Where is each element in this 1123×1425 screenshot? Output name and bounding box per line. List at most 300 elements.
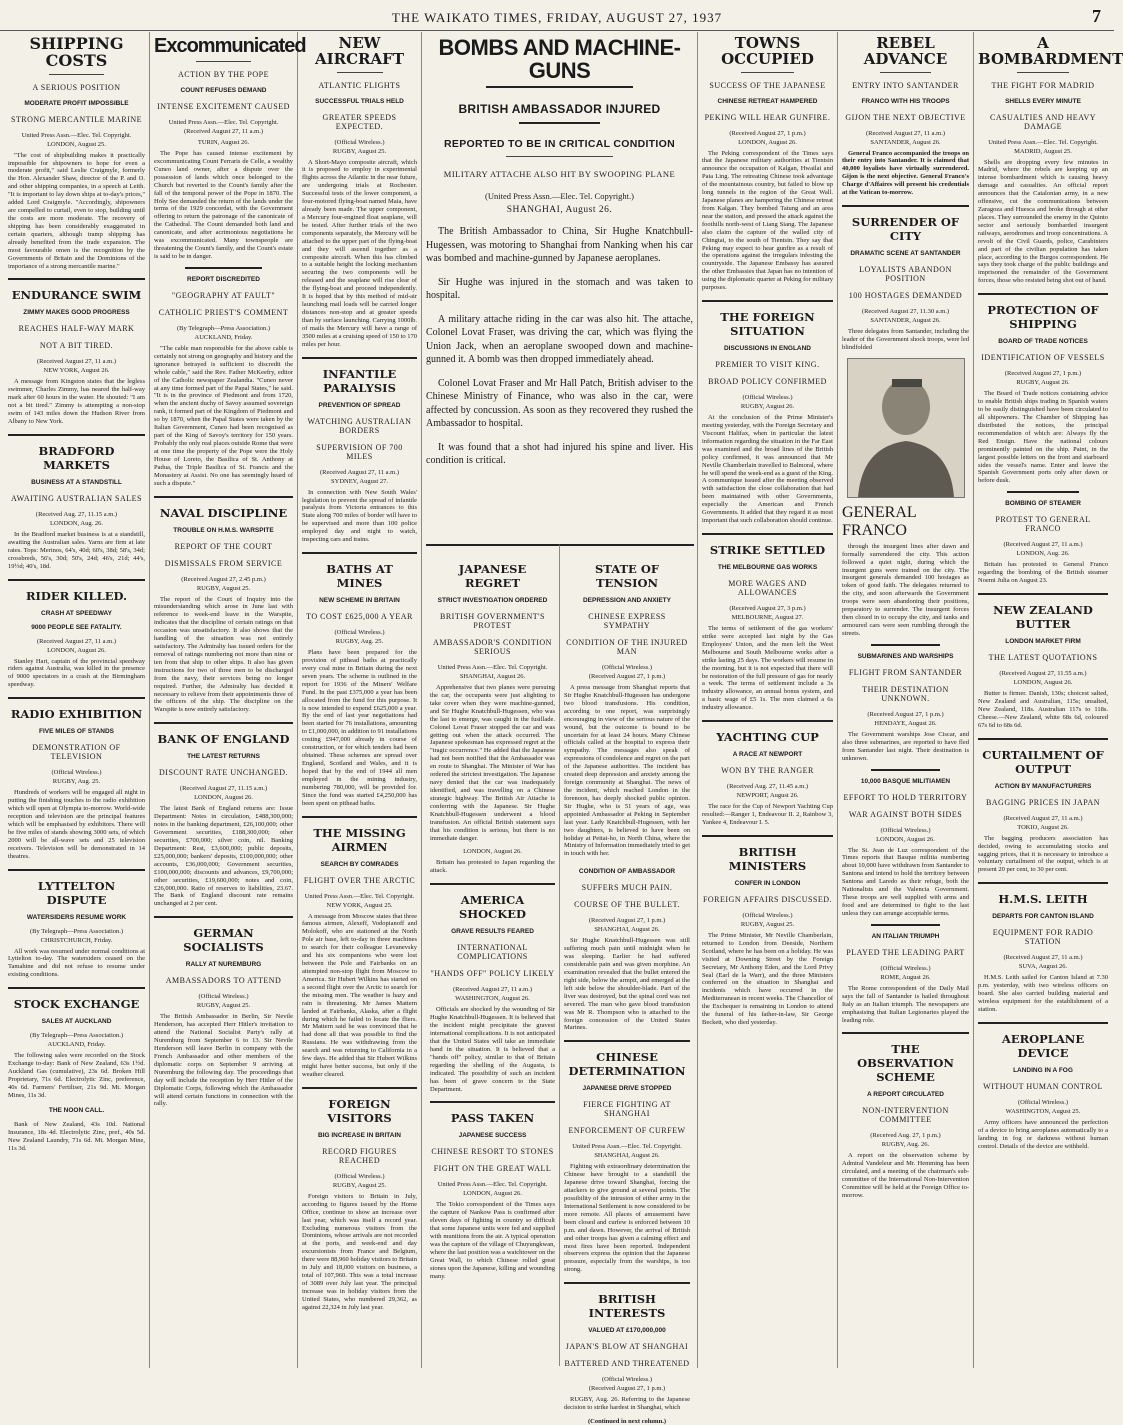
dateline: (Received August 27, 11 a.m.) xyxy=(319,468,399,476)
subhead: SUFFERS MUCH PAIN. xyxy=(581,883,673,893)
subhead: FLIGHT OVER THE ARCTIC xyxy=(303,875,416,885)
divider xyxy=(49,74,104,75)
subhead: BRITISH AMBASSADOR INJURED xyxy=(458,102,661,117)
dateline: United Press Assn.—Elec. Tel. Copyright. xyxy=(988,138,1098,146)
dateline: RUGBY, August 25. xyxy=(332,1181,387,1189)
subhead: FIGHT ON THE GREAT WALL xyxy=(433,1164,552,1174)
column-excommunicated xyxy=(150,32,306,1368)
headline-lyttelton-dispute: LYTTELTON DISPUTE xyxy=(8,869,145,907)
article-body: Butter is firmer. Danish, 130s; choicest salted, New Zealand and Australian, 115s; unsalted, New Zealand, 118s. Australian 117s to 118s. Cheese.—New Zealand, white 68s 6d, coloured 67s 6d to 68s 6d. xyxy=(978,690,1108,729)
headline-foreign-situation: THE FOREIGN SITUATION xyxy=(702,300,833,338)
subhead: DEMONSTRATION OF TELEVISION xyxy=(32,743,121,762)
subhead: FIERCE FIGHTING AT SHANGHAI xyxy=(583,1100,671,1119)
article-body: Britain has protested to Japan regarding the attack. xyxy=(430,859,555,875)
dateline: (Received Aug. 27, 1 p.m.) xyxy=(870,1132,941,1140)
article-body: Bank of New Zealand, 43s 10d. National Insurance, 18s 4d. Electrolytic Zinc, pref., 40s 5d. New Zealand Laundry, 71s 6d. Mt. Morgan Mine, 11s 3d. xyxy=(8,1120,145,1152)
dateline: SHANGHAI, August 26. xyxy=(594,1152,660,1160)
subhead: AN ITALIAN TRIUMPH xyxy=(871,932,940,940)
dateline: ROME, August 26. xyxy=(880,973,931,981)
masthead xyxy=(0,0,1114,31)
dateline: (Received August 27, 1 p.m.) xyxy=(1004,370,1082,378)
subhead: FRANCO WITH HIS TROOPS xyxy=(861,97,950,105)
dateline: WASHINGTON, August 26. xyxy=(455,995,530,1003)
article-body: The latest Bank of England returns are: Issue Department: Notes in circulation, £488,300,000; notes in the banking department, £26,100,000; other Government securities, £188,300,000; other securities, £700,000; silver coin, nil. Banking Department: Rest, £3,600,000; public deposits, £25,000,000; bankers' deposits, £100,000,000; other accounts, £36,000,000; Government securities, £100,000,000; discounts and advances, £9,700,000; other securities, £19,600,000; notes and coin, £26,000,000. Ratio of reserves to liabilities, 23.67. The Bank of England discount rate remains unchanged at 2 per cent. xyxy=(154,805,293,908)
subhead: BROAD POLICY CONFIRMED xyxy=(708,377,827,387)
dateline: (Official Wireless.) xyxy=(334,1172,385,1180)
dateline: (Official Wireless.) xyxy=(880,826,931,834)
subhead: CONFER IN LONDON xyxy=(734,879,801,887)
subhead: WATERSIDERS RESUME WORK xyxy=(26,913,127,921)
headline-infantile-paralysis: INFANTILE PARALYSIS xyxy=(302,357,417,395)
subhead: IDENTIFICATION OF VESSELS xyxy=(981,353,1105,363)
dateline: (Official Wireless.) xyxy=(51,769,102,777)
subhead: CHINESE RETREAT HAMPERED xyxy=(717,97,818,105)
article-body: Apprehensive that two planes were pursuing the car, the occupants were just alighting to take cover when they were machine-gunned, and Sir Hughe Knatchbull-Hugessen, who was the last to emerge, was caught in the fusillade. Colonel Lovat Fraser stopped the car and was getting out when the attack occurred. The Japanese spokesman has expressed regret at the "tragic occurrence." He added that the Japanese had not been notified that the Ambassador was en route to Shanghai. The Minister of War has ordered the strictest investigation. The Japanese navy denied that the car was inadequately identified, and was travelling on a Chinese strategic highway. The British Air Attache is conferring with the Japanese. Sir Hughe Knatchbull-Hugessen underwent a blood transfusion. An official British statement says that his condition is serious, but there is no immediate danger. xyxy=(430,684,555,842)
dateline: RUGBY, August 25. xyxy=(196,1002,251,1010)
subhead: ENTRY INTO SANTANDER xyxy=(852,80,959,90)
dateline: (Received August 27, 3 p.m.) xyxy=(729,605,806,612)
headline-protection-of-shipping: PROTECTION OF SHIPPING xyxy=(978,293,1108,331)
dateline: United Press Assn.—Elec. Tel. Copyright. xyxy=(437,1181,548,1189)
dateline: (Received Aug. 27, 11.45 a.m.) xyxy=(726,783,809,791)
subhead: A REPORT CIRCULATED xyxy=(867,1091,944,1099)
column-a-bombardment xyxy=(974,32,1123,1368)
subhead: SEARCH BY COMRADES xyxy=(320,860,399,868)
dateline: CHRISTCHURCH, Friday. xyxy=(40,936,113,944)
headline-towns-occupied: TOWNS OCCUPIED xyxy=(721,34,814,68)
subhead: AMBASSADORS TO ATTEND xyxy=(165,976,282,986)
subhead: SUCCESSFUL TRIALS HELD xyxy=(315,97,404,105)
subhead: EQUIPMENT FOR RADIO STATION xyxy=(992,928,1094,947)
dateline: AUCKLAND, Friday. xyxy=(47,1041,106,1049)
subhead: REPORT DISCREDITED xyxy=(187,275,260,283)
headline-rider-killed: RIDER KILLED. xyxy=(8,579,145,603)
article-body: through the insurgent lines after dawn and formally surrendered the city. This action followed a quiet night, during which the insurgent guns were trained on the city. The insurgent generals demanded 100 hostages as token of good faith. The delegates returned to the city, and soon afterwards the Government troops were seen abandoning their positions, preparatory to surrender. The insurgent forces then closed in to occupy the city, and tanks and armoured cars were seen rumbling through the streets. xyxy=(842,542,969,637)
dateline: (Received August 27, 11 a.m.) xyxy=(1003,954,1083,962)
subhead: A RACE AT NEWPORT xyxy=(732,751,803,759)
subhead: STRICT INVESTIGATION ORDERED xyxy=(437,597,548,604)
paragraph: The British Ambassador to China, Sir Hughe Knatchbull-Hugessen, was motoring to Shanghai from Nanking when his car was bombed and machine-gunned by Japanese aeroplanes. xyxy=(426,226,693,265)
article-body: The Government warships Jose Ciscar, and also three submarines, are reported to have fled from Santander last night. Their destination is unknown. xyxy=(842,730,969,762)
dateline: (Received Aug. 27, 11.15 a.m.) xyxy=(35,510,118,518)
dateline: RUGBY, August 26. xyxy=(1016,379,1070,387)
subhead: BIG INCREASE IN BRITAIN xyxy=(318,1131,401,1139)
dateline: LONDON, August 26. xyxy=(463,848,522,856)
headline-a-bombardment: A BOMBARDMENT xyxy=(978,34,1123,68)
subhead: CRASH AT SPEEDWAY xyxy=(41,609,112,617)
article-body: "The cost of shipbuilding makes it practically impossible for shipowners to hope for even a moderate profit," said Leslie Craigmyle, formerly the Hon. Alexander Shaw, director of the P. and O. and other shipping companies, in a speech at Leith. "It is important to lay down ships at to-day's prices," added Lord Craigmyle. "Accordingly, shipowners are compelled to curtail, even to stop, building until the costs are more moderate. The recovery of shipping has been considerably exaggerated in certain quarters, although tramp shipping has already benefited from the trade expansion. The most favourable omen is the recognition by the Governments of Britain and the Dominions of the importance of a strong mercantile marine." xyxy=(8,151,145,270)
newspaper-title: THE WAIKATO TIMES, FRIDAY, AUGUST 27, 1937 xyxy=(391,10,723,25)
subhead: BOARD OF TRADE NOTICES xyxy=(998,338,1088,346)
subhead: PEKING WILL HEAR GUNFIRE. xyxy=(704,112,831,122)
article-body: Three delegates from Santander, including the leader of the Government shock troops, were led blindfolded xyxy=(842,328,969,351)
subhead: TO COST £625,000 A YEAR xyxy=(306,612,413,622)
subhead: PREMIER TO VISIT KING. xyxy=(715,360,820,370)
subhead: ATLANTIC FLIGHTS xyxy=(318,80,401,90)
dateline: SYDNEY, August 27. xyxy=(331,477,388,485)
subhead: REPORTED TO BE IN CRITICAL CONDITION xyxy=(444,138,675,151)
subhead: BATTERED AND THREATENED xyxy=(564,1359,690,1369)
headline-missing-airmen: THE MISSING AIRMEN xyxy=(302,816,417,854)
subhead: MILITARY ATTACHE ALSO HIT BY SWOOPING PLANE xyxy=(443,169,676,180)
article-body: The British Ambassador in Berlin, Sir Nevile Henderson, has accepted Herr Hitler's invitation to attend the National Socialist Party's rally at Nuremburg from September 6 to 13. Sir Nevile Henderson will leave Berlin in company with the French Ambassador and other members of the diplomatic corps on September 9 arriving at Nuremburg the following day. The proceedings that day will include the reception by Herr Hitler of the Diplomatic Corps, following which the Ambassador will attend certain functions in connection with the rally. xyxy=(154,1013,293,1108)
headline-bradford-markets: BRADFORD MARKETS xyxy=(8,434,145,472)
article-body: A press message from Shanghai reports that Sir Hughe Knatchbull-Hugessen has undergone two blood transfusions. His condition, according to one report, was surprisingly encouraging in view of the serious nature of the wound, but the outcome is bound to be uncertain for at least 24 hours. Many Chinese officials called at the hospital to express their sympathy. The messages also speak of expressions of condolence and regret on the part of the Japanese authorities. The incident has created deep depression and anxiety among the foreign community at Shanghai. The news of the incident, which reached London in the forenoon, has deeply shocked public opinion. Sir Hughe, who is 51 years of age, was appointed Ambassador at Peking in September last year. Lady Knatchbull-Hugessen, with her two daughters, is believed to have been on holiday at Peitai-ho, in North China, where the Ministry of Information immediately tried to get in touch with her. xyxy=(564,684,691,858)
headline-british-interests: BRITISH INTERESTS xyxy=(564,1282,690,1320)
headline-stock-exchange: STOCK EXCHANGE xyxy=(8,987,145,1011)
article-body: RUGBY, Aug. 26. Referring to the Japanese decision to strike hardest in Shanghai, which xyxy=(564,1396,690,1412)
paragraph: Colonel Lovat Fraser and Mr Hall Patch, British adviser to the Chinese Ministry of Finance, who was also in the car, were affected by concussion. As soon as they recovered they rushed the Ambassador to hospital. xyxy=(426,377,693,430)
headline-shipping-costs: SHIPPING COSTS xyxy=(29,34,124,70)
dateline: RUGBY, Aug. 25. xyxy=(335,638,384,646)
subhead: PLAYED THE LEADING PART xyxy=(846,947,965,957)
dateline: LONDON, August 26. xyxy=(194,794,253,802)
subhead: WAR AGAINST BOTH SIDES xyxy=(848,809,963,819)
column-towns-occupied xyxy=(698,32,838,1368)
subhead: THEIR DESTINATION UNKNOWN. xyxy=(862,684,949,703)
headline-foreign-visitors: FOREIGN VISITORS xyxy=(302,1087,417,1125)
paragraph: Sir Hughe was injured in the stomach and was taken to hospital. xyxy=(426,276,693,302)
article-body: A report on the observation scheme by Admiral Vandeleur and Mr. Hemming has been circulated, and a meeting of the chairman's sub-committee of the International Non-Intervention Committee will be held at the Foreign Office to-morrow. xyxy=(842,1152,969,1200)
dateline: United Press Assn.—Elec. Tel. Copyright. xyxy=(437,664,548,671)
headline-naval-discipline: NAVAL DISCIPLINE xyxy=(154,496,293,520)
subhead: CASUALTIES AND HEAVY DAMAGE xyxy=(989,112,1096,131)
subhead: THE LATEST RETURNS xyxy=(187,753,260,761)
headline-new-zealand-butter: NEW ZEALAND BUTTER xyxy=(978,593,1108,631)
subhead: FLIGHT FROM SANTANDER xyxy=(848,667,963,677)
dateline: (Official Wireless.) xyxy=(742,394,793,402)
dateline: (Official Wireless.) xyxy=(334,629,385,637)
dateline: RUGBY, August 25. xyxy=(740,920,795,928)
subhead: 10,000 BASQUE MILITIAMEN xyxy=(860,777,951,785)
subhead: ENFORCEMENT OF CURFEW xyxy=(568,1126,686,1136)
dateline: (Received August 27, 11 a.m.) xyxy=(1003,814,1083,822)
dateline: (Official Wireless.) xyxy=(334,138,385,146)
dateline: LONDON, Aug. 26. xyxy=(50,519,103,527)
subhead: DISCOUNT RATE UNCHANGED. xyxy=(159,768,288,778)
subhead: DEPARTS FOR CANTON ISLAND xyxy=(992,913,1094,921)
subhead: WATCHING AUSTRALIAN BORDERS xyxy=(307,416,412,435)
credit-line: United Press Assn.—Elec. Tel. Copyright. xyxy=(168,119,279,126)
subhead: BAGGING PRICES IN JAPAN xyxy=(985,797,1101,807)
dateline: (Received August 27, 11.30 a.m.) xyxy=(861,308,950,316)
article-body: Shells are dropping every few minutes in Madrid, where the rebels are keeping up an intense bombardment which is causing heavy damage and casualties. An official report announces that the Catalonian army, in a new offensive, cut the communications between Zaragoza and Huesca and broke through at other places. They surrounded the enemy in the Quinto sector and seriously bombarded insurgent railways, aerodromes and troop concentrations. A revolt of the Civil Guards, police, Carabiniers and part of the civilian population has taken place, according to the Burgos correspondent. He says they took charge of the public buildings and imprisoned the remainder of the Government forces, those who resisted being shot out of hand. xyxy=(978,158,1108,285)
subhead: BRITISH GOVERNMENT'S PROTEST xyxy=(440,612,545,630)
subhead: RECORD FIGURES REACHED xyxy=(322,1146,397,1165)
subhead: CHINESE RESORT TO STONES xyxy=(431,1147,554,1157)
article-body: Plans have been prepared for the provision of pithead baths at practically every coal mine in Britain during the next seven years. The scheme is outlined in the report for 1936 of the Miners' Welfare Fund. In the past £375,000 a year has been allocated from the fund for this purpose. It is now intended to expend £625,000 a year. By the end of last year negotiations had been started for 76 installations, amounting to £1,000,000, in addition to 91 installations costing £947,000 already in course of construction, or for which tenders had been obtained. These schemes are spread over England, Scotland and Wales, and it is hoped that by the end of 1944 all men employed in the mining industry, numbering 780,000, will be provided for. Since the fund was started £4,250,000 has been spent on pithead baths. xyxy=(302,649,418,807)
portrait-figure-icon xyxy=(848,359,964,497)
dateline: (Received August 27, 11 a.m.) xyxy=(36,637,116,645)
subhead: LOYALISTS ABANDON POSITION xyxy=(859,265,952,284)
dateline: SANTANDER, August 26. xyxy=(870,317,941,325)
dateline: LONDON, August 26. xyxy=(738,138,797,146)
headline-pass-taken: PASS TAKEN xyxy=(430,1101,555,1125)
article-body: Fighting with extraordinary determination the Chinese have brought to a standstill the Japanese drive toward Shanghai, forcing the attackers to give ground at several points. The possibility of the intrusion of either army in the International Settlement is now considered to be more remote. All places of amusement have been closed and curfew is enforced between 10 p.m. and dawn. However, the arrival of British and other troops has given a calming effect and most fires have been reported. Independent observers express the opinion that the Japanese pressure, especially from the warships, is too strong. xyxy=(564,1163,690,1274)
dateline: LONDON, August 26. xyxy=(1013,679,1073,687)
divider xyxy=(880,72,931,73)
headline-yachting-cup: YACHTING CUP xyxy=(702,720,833,744)
headline-japanese-regret: JAPANESE REGRET xyxy=(458,562,527,590)
subhead: NEW SCHEME IN BRITAIN xyxy=(319,597,400,605)
dateline: (Received August 27, 11.15 a.m.) xyxy=(179,785,268,793)
headline-chinese-determination: CHINESE DETERMINATION xyxy=(564,1040,690,1078)
article-body: Hundreds of workers will be engaged all night in putting the finishing touches to the radio exhibition which will open at Olympia to-morrow. World-wide reception and television are the principal features which will be emphasised by exhibitors. There will be five miles of stands showing 3000 sets, of which 2000 will be all-wave sets and 25 television receivers. Television will be demonstrated in 14 theatres. xyxy=(8,789,145,860)
dateline: NEWPORT, August 26. xyxy=(736,792,799,800)
article-body: All work was resumed under normal conditions at Lyttelton to-day. The watersiders ceased on the Tamahine and did not refuse to resume under existing conditions. xyxy=(8,947,145,979)
divider xyxy=(519,122,599,124)
subhead: PROTEST TO GENERAL FRANCO xyxy=(995,515,1091,534)
article-body: At the conclusion of the Prime Minister's meeting yesterday, with the Foreign Secretary and Viscount Halifax, when in particular the latest information regarding the situation in the Far East was examined and the broad lines of the British policy confirmed, it was announced that Mr Neville Chamberlain travelled to Balmoral, where he will spend the week-end as a guest of the King. A communique issued after the meeting observed with satisfaction the close collaboration that had been maintained with other Governments, especially the American and French Governments. It added that they regard it as most important that such collaboration should continue. xyxy=(702,414,833,525)
headline-radio-exhibition: RADIO EXHIBITION xyxy=(8,697,145,721)
subhead: THE FIGHT FOR MADRID xyxy=(991,80,1095,90)
subhead: DEPRESSION AND ANXIETY xyxy=(582,597,671,604)
subhead: "HANDS OFF" POLICY LIKELY xyxy=(430,969,555,979)
dateline: (Official Wireless.) xyxy=(742,911,793,919)
article-body: H.M.S. Leith sailed for Canton Island at 7.30 p.m. yesterday, with two wireless officers on board. She also carried building material and wireless equipment for the establishment of a station. xyxy=(978,974,1108,1013)
dateline: SHANGHAI, August 26. xyxy=(459,673,526,680)
dateline: (By Telegraph—Press Association.) xyxy=(29,1032,124,1040)
subhead: 9000 PEOPLE SEE FATALITY. xyxy=(31,623,122,631)
subhead: WITHOUT HUMAN CONTROL xyxy=(983,1081,1103,1091)
article-body: Britain has protested to General Franco regarding the bombing of the British steamer Noemi Julia on August 23. xyxy=(978,561,1108,585)
dateline: United Press Assn.—Elec. Tel. Copyright. xyxy=(304,892,415,900)
portrait-photo xyxy=(847,358,965,498)
headline-bombs-and-machine-guns: BOMBS AND MACHINE-GUNS xyxy=(438,35,681,84)
dateline: LONDON, August 26. xyxy=(876,835,935,843)
divider xyxy=(196,61,252,62)
dateline: SHANGHAI, August 26. xyxy=(594,926,660,934)
article-body: The race for the Cup of Newport Yachting Cup resulted:—Ranger 1, Endeavour II. 2, Rainbow 3, Yankee 4, Endeavour I. 5. xyxy=(702,803,833,826)
subhead: GREATER SPEEDS EXPECTED. xyxy=(322,112,397,131)
dateline: WASHINGTON, August 25. xyxy=(1005,1107,1081,1115)
dateline: MADRID, August 25. xyxy=(1014,147,1072,155)
subhead: LANDING IN A FOG xyxy=(1013,1066,1073,1074)
article-body: In the Bradford market business is at a standstill, awaiting the Australian sales. Yarns are firm at late rates. Tops: Merinos, 64's, 40d; 60's, 38d; 58's, 34d; crossbreds, 56's, 30d; 50's, 24d; 46's, 21d; 44's, 19½d; 40's, 18d. xyxy=(8,530,145,570)
dateline: (Official Wireless.) xyxy=(1017,1098,1069,1106)
dateline: TURIN, August 26. xyxy=(197,139,250,146)
subhead: ACTION BY MANUFACTURERS xyxy=(994,782,1092,790)
subhead: "GEOGRAPHY AT FAULT" xyxy=(171,290,276,300)
subhead: COURSE OF THE BULLET. xyxy=(574,900,680,910)
column-shipping-costs xyxy=(4,32,150,1368)
headline-excommunicated: Excommunicated xyxy=(154,35,306,57)
subhead: BUSINESS AT A STANDSTILL xyxy=(31,478,122,486)
dateline: (Official Wireless.) xyxy=(601,664,653,671)
dateline: (Received August 27, 1 p.m.) xyxy=(588,917,666,925)
article-body: Stanley Hart, captain of the provincial speedway riders against Australia, was killed in the presence of 9000 spectators in a crash at the Birmingham speedway. xyxy=(8,657,145,689)
divider xyxy=(871,769,941,771)
article-body: The Prime Minister, Mr Neville Chamberlain, returned to London from Deeside, Northern Scotland, where he has been on a holiday. He was visited at Downing Street by the Foreign Secretary, Mr Anthony Eden, and the Lord Privy Seal (Earl de la Warr), and the three Ministers conferred on the situation in Shanghai and incidents which have occurred in the Mediterranean in recent weeks. The Chancellor of the Exchequer is remaining in London to attend the funeral of his father-in-law, Sir George Beckett, who died yesterday. xyxy=(702,931,833,1027)
divider xyxy=(871,924,941,926)
paragraph: A military attache riding in the car was also hit. The attache, Colonel Lovat Fraser, was driving the car, which was flying the Union Jack, when an aeroplane swooped down and machine-gunned it. A bomb was then dropped immediately ahead. xyxy=(426,313,693,366)
dateline: (United Press Assn.—Elec. Tel. Copyright.) xyxy=(485,191,634,202)
dateline: RUGBY, Aug. 25. xyxy=(52,778,101,786)
subhead: EFFORT TO HOLD TERRITORY xyxy=(843,792,968,802)
dateline: (Received August 27, 1 p.m.) xyxy=(729,129,806,137)
dateline: RUGBY, Aug. 26. xyxy=(881,1141,930,1149)
subhead: SUPERVISION OF 700 MILES xyxy=(316,442,403,461)
dateline: SANTANDER, August 26. xyxy=(870,138,941,146)
subhead: PREVENTION OF SPREAD xyxy=(318,401,401,409)
headline-hms-leith: H.M.S. LEITH xyxy=(978,882,1108,906)
dateline: SUVA, August 26. xyxy=(1018,963,1068,971)
divider xyxy=(337,72,383,73)
subhead: INTENSE EXCITEMENT CAUSED xyxy=(157,102,290,111)
headline-german-socialists: GERMAN SOCIALISTS xyxy=(154,916,293,954)
dateline: (Received August 27, 11.55 a.m.) xyxy=(999,670,1087,678)
dateline: (Received August 27, 1 p.m.) xyxy=(588,1385,666,1393)
article-body: The Peking correspondent of the Times says that the Japanese military authorities at Tientsin announce the occupation of Kalgan, Hwailai and Paia Ling. The retreating Chinese took advantage of the mountainous country, but failed to blow up long tunnels in the region of the Great Wall. Japanese planes are hampering the Chinese retreat from Kalgan. They bombed Tatung and an area near the station, and pressed the attack against the foothills north-west of Liang Siang. The Japanese also claim the capture of the walled city of Chingtai, to the south of Tientsin. They say that Peking may expect to hear gunfire as a result of the operations against the irregulars infesting the countryside. The Japanese Embassy has assured the other Embassies that Japan has no intention of using the diplomatic quarter at Peking for military purposes. xyxy=(702,149,833,292)
headline-rebel-advance: REBEL ADVANCE xyxy=(863,34,948,68)
headline-bombing-of-steamer: BOMBING OF STEAMER xyxy=(1005,500,1081,508)
dateline: (Official Wireless.) xyxy=(198,993,249,1001)
subhead: LONDON MARKET FIRM xyxy=(1005,638,1081,646)
subhead: REACHES HALF-WAY MARK xyxy=(18,324,135,334)
subhead: JAPANESE SUCCESS xyxy=(458,1132,527,1140)
subhead: MODERATE PROFIT IMPOSSIBLE xyxy=(24,99,129,107)
headline-new-aircraft: NEW AIRCRAFT xyxy=(315,34,404,68)
subhead: SUBMARINES AND WARSHIPS xyxy=(857,652,954,660)
article-body: The Rome correspondent of the Daily Mail says the fall of Santander is hailed throughout Italy as an Italian triumph. The newspapers are emphasising that Italian Legionaries played the leading role. xyxy=(842,984,969,1024)
subhead: CONDITION OF THE INJURED MAN xyxy=(566,638,688,656)
subhead: AMBASSADOR'S CONDITION SERIOUS xyxy=(433,638,552,656)
subhead: COUNT REFUSES DEMAND xyxy=(180,87,267,94)
dateline: NEW YORK, August 25. xyxy=(326,901,393,909)
subhead: TROUBLE ON H.M.S. WARSPITE xyxy=(173,526,274,534)
article-body: The St. Jean de Luz correspondent of the Times reports that Basque militia numbering about 10,000 have withdrawn from Santander to Santona and intend to hold the territory between Santona and Laredo as their refuge, both the Nationalists and the Valencia Government. These troops are well supplied with arms and food and are determined to fight to the last unless they can arrange acceptable terms. xyxy=(842,846,969,917)
subhead: STRONG MERCANTILE MARINE xyxy=(10,114,143,124)
subhead: THE NOON CALL. xyxy=(48,1106,105,1114)
subhead: JAPAN'S BLOW AT SHANGHAI xyxy=(565,1342,689,1352)
subhead: NOT A BIT TIRED. xyxy=(39,341,114,351)
divider xyxy=(871,644,941,646)
subhead: WON BY THE RANGER xyxy=(721,766,814,776)
dateline: AUCKLAND, Friday. xyxy=(194,333,253,341)
dateline: (Received August 27, 1 p.m.) xyxy=(588,673,666,680)
continued-note: (Continued in next column.) xyxy=(587,1418,666,1425)
subhead: SALES AT AUCKLAND xyxy=(41,1018,112,1026)
page-number: 7 xyxy=(1092,6,1102,26)
divider xyxy=(506,156,613,157)
subhead: RALLY AT NUREMBURG xyxy=(185,961,262,969)
dateline: (Received August 27, 11 a.m.) xyxy=(1003,541,1083,549)
divider xyxy=(741,72,793,73)
credit-line: United Press Assn.—Elec. Tel. Copyright. xyxy=(21,131,132,139)
subhead: DRAMATIC SCENE AT SANTANDER xyxy=(850,250,961,258)
subhead: ZIMMY MAKES GOOD PROGRESS xyxy=(23,309,130,317)
dateline: LONDON, August 26. xyxy=(463,1190,522,1198)
divider xyxy=(185,267,261,269)
subhead: AWAITING AUSTRALIAN SALES xyxy=(11,493,142,503)
article-body: The Tokio correspondent of the Times says the capture of Nankow Pass is confirmed after eleven days of fighting in country so difficult that some Japanese units were fed and supplied with munitions from the air. A typical operation was the capture of the village of Chuyungkwan, where the last position was a watchtower on the Great Wall, to which Chinese rolled great stones upon the Japanese, killing and wounding many. xyxy=(430,1201,555,1280)
dateline: MELBOURNE, August 27. xyxy=(731,614,804,621)
subhead: REPORT OF THE COURT xyxy=(174,541,273,551)
dateline: (Received August 27, 11 a.m.) xyxy=(865,129,945,137)
paragraph: It was found that a shot had injured his spine and liver. His condition is critical. xyxy=(426,441,693,467)
article-body: Army officers have announced the perfection of a device to bring aeroplanes automatically to a landing in fog or darkness without human control. Details of the device are withheld. xyxy=(978,1118,1108,1150)
article-body: A message from Kingston states that the legless swimmer, Charles Zimmy, has neared the half-way mark after 60 hours in the water. He shouted: "I am not a bit tired." Zimmy is attempting a non-stop swim of 143 miles down the Hudson River from Albany to New York. xyxy=(8,378,145,426)
portrait-caption: GENERAL FRANCO xyxy=(842,503,917,539)
divider xyxy=(486,86,633,88)
subhead: SHELLS EVERY MINUTE xyxy=(1005,97,1081,105)
dateline: (Received August 27, 2.45 p.m.) xyxy=(181,575,266,583)
article-body: Officials are shocked by the wounding of Sir Hughe Knatchbull-Hugessen. It is believed that the incident might precipitate the gravest international complications. It is not anticipated that the United States will take an immediate hand in the situation. It is believed that a "hands off" policy, similar to that of Britain regarding the shelling of the Augusta, is indicated. The possibility of such an incident has been of grave concern to the State Department. xyxy=(430,1006,555,1093)
article-body: A Short-Mayo composite aircraft, which it is proposed to employ in experimental flights across the Atlantic in the near future, are undergoing trials at Rochester. Successful tests of the lower component, a four-motored flying-boat named Maia, have already been made. The upper component, a Mercury four-engined float seaplane, will be tested. After further trials of the two components separately, the Mercury will be attached to the upper part of the flying-boat and they will ascend together as a composite aircraft. When this has climbed to a suitable height the locking mechanism securing the two components will be released and the seaplane will rise clear of the flying-boat and proceed independently. It is hoped that by this method of mid-air launching mail loads will be carried longer distances non-stop and at greater speeds than by surface launching. Carrying 1000lb. of mails the Mercury will have a range of 3500 miles at a cruising speed of 150 to 170 miles per hour. xyxy=(302,158,417,348)
headline-surrender-of-city: SURRENDER OF CITY xyxy=(842,205,969,243)
dateline: (Received August 27, 1 p.m.) xyxy=(867,710,944,718)
headline-state-of-tension: STATE OF TENSION xyxy=(594,562,660,590)
dateline: RUGBY, August 25. xyxy=(332,147,387,155)
subhead: FOREIGN AFFAIRS DISCUSSED. xyxy=(702,894,833,904)
dateline: (Official Wireless.) xyxy=(880,964,931,972)
dateline: United Press Assn.—Elec. Tel. Copyright. xyxy=(572,1143,682,1151)
article-body: In connection with New South Wales' legislation to prevent the spread of infantile paralysis from Victoria entrances to this State along 700 miles of border will have to be supervised and more than 100 police employed day and night to watch, inspecting cars and trains. xyxy=(302,488,417,544)
subhead: 100 HOSTAGES DEMANDED xyxy=(848,291,963,301)
subhead: SUCCESS OF THE JAPANESE xyxy=(709,80,826,90)
headline-bank-of-england: BANK OF ENGLAND xyxy=(154,722,293,746)
dateline: HENDAYE, August 26. xyxy=(874,719,937,727)
subhead: THE MELBOURNE GAS WORKS xyxy=(717,564,818,571)
subhead: DISCUSSIONS IN ENGLAND xyxy=(723,345,812,353)
subhead: ACTION BY THE POPE xyxy=(177,70,269,79)
headline-curtailment-of-output: CURTAILMENT OF OUTPUT xyxy=(978,738,1108,776)
article-body: The Board of Trade notices containing advice to enable British ships trading in Spanish waters to be easily distinguished have been circulated to all shipowners. The Chamber of Shipping has distributed the notices, the principal recommendation of which are: Always fly the Red Ensign. Have the national colours prominently painted on the ship. Paint, in the largest possible letters on the front and starboard sides the vessel's name. Enter and leave the Spanish Government ports only after dawn or before dusk. xyxy=(978,390,1108,485)
dateline: SHANGHAI, August 26. xyxy=(506,205,613,216)
column-lead-story xyxy=(422,32,698,1425)
column-rebel-advance xyxy=(838,32,974,1368)
article-body: The terms of settlement of the gas workers' strike were accepted last night by the Gas Employees' Union, and the men left the West Melbourne and South Melbourne works after a strike lasting 25 days. The workers will resume in the morning, but it is not expected that there will be restoration of the full pressure of gas for nearly a week. The terms of settlement include a 3s industry allowance, an annual bonus system, and a basic wage of £5 1s. The men claimed a 6s industry allowance. xyxy=(702,625,833,712)
subhead: GRAVE RESULTS FEARED xyxy=(451,928,534,936)
article-body: The report of the Court of Inquiry into the misunderstanding which arose in June last with reference to week-end leave in the Warspite, indicates that the discipline of certain ratings on that occasion was unsatisfactory. It also shows that the handling of the situation was not entirely satisfactory. The Admiralty has issued orders for the removal of ratings numbering not more than nine or ten from that ship to other ships. It also has given instructions for two of three men to be discharged from the navy, their services being no longer required. Further, the Admiralty has decided it necessary to relieve from their appointments three of the officers of the ship. The discipline on the Warspite is now entirely satisfactory. xyxy=(154,595,293,714)
dateline: (Received August 27, 11 a.m.) xyxy=(36,358,116,366)
dateline: (Received August 27, 11 a.m.) xyxy=(452,986,532,994)
headline-america-shocked: AMERICA SHOCKED xyxy=(430,883,555,921)
subhead: DISMISSALS FROM SERVICE xyxy=(164,558,283,568)
subhead: CHINESE EXPRESS SYMPATHY xyxy=(588,612,666,630)
dateline: RUGBY, August 25. xyxy=(196,584,251,592)
subhead: FIVE MILES OF STANDS xyxy=(39,728,114,736)
dateline: (By Telegraph—Press Association.) xyxy=(29,927,124,935)
article-body: The following sales were recorded on the Stock Exchange to-day: Bank of New Zealand, 63s 1½d. Auckland Gas (cumulative), 23s 6d. Broken Hill Proprietary, 71s 6d. Electrolytic Zinc, preference, 40s 6d. Farmers' Fertiliser, 21s 9d. Mt. Morgan Mines, 11s 3d. xyxy=(8,1052,145,1099)
article-body: A message from Moscow states that three famous airmen, Alexeff, Vodopianoff and Molokoff, who are stationed at the North Pole air base, left to-day in three machines to search for their colleague Levanevsky and his six companions who were lost between the Pole and Fairbanks on an attempted non-stop flight from Moscow to America. Sir Hubert Wilkins has started on a second flight over the Arctic to search for the missing men. The weather is hazy and rain is threatening. Mr James Mattern landed at Fairbanks, Alaska, after a flight during which he failed to locate the fliers. Mr Mattern said he was convinced that he had done all that was possible to find the Russians. He was withdrawing from the search and was returning to California in a few days. He added that Sir Hubert Wilkins might have better success, but only if the weather cleared. xyxy=(302,912,417,1078)
subhead: CATHOLIC PRIEST'S COMMENT xyxy=(158,307,289,317)
headline-baths-at-mines: BATHS AT MINES xyxy=(302,552,417,590)
article-body: The Pope has caused intense excitement by excommunicating Count Ferraris de Celle, a wealthy Cuneo land owner, after a dispute over the possession of lands which once belonged to the Church but reverted to the Count's family after the fall of the temporal power of the Pope in 1870. The Holy See demanded the return of the lands under the terms of the 1929 concordat, with the Government offering to return the patronage of the canonicate of the Cathedral. The Count demanded both land and canonicate, and after acrimonious negotiations he was excommunicated. Many townspeople are threatening the Count's family, and the Count's estate is said to be in danger. xyxy=(154,150,293,260)
dateline: LONDON, August 25. xyxy=(47,140,106,148)
divider xyxy=(1007,491,1079,493)
subhead: MORE WAGES AND ALLOWANCES xyxy=(728,579,807,597)
headline-british-ministers: BRITISH MINISTERS xyxy=(702,835,833,873)
subhead: INTERNATIONAL COMPLICATIONS xyxy=(457,943,528,962)
subcolumn-state-of-tension xyxy=(560,544,694,1425)
subhead: VALUED AT £170,000,000 xyxy=(588,1327,666,1335)
dateline: (By Telegraph—Press Association.) xyxy=(176,324,271,332)
subcolumn-japanese-regret xyxy=(426,544,560,1366)
subhead: GIJON THE NEXT OBJECTIVE xyxy=(845,112,966,122)
article-body: Sir Hughe Knatchbull-Hugessen was still suffering much pain until midnight when he was sleeping. Earlier he had suffered considerable pain and was given morphine. An examination revealed that the bullet entered the right side, below the armpit, and emerged at the left side below the shoulder-blade. Part of the liver was destroyed, but the spinal cord was not severed. The man who gave blood transfusion was Mr R. Thompson who is attached to the foreign concession of the United States Marines. xyxy=(564,937,690,1032)
subhead: NON-INTERVENTION COMMITTEE xyxy=(862,1106,949,1125)
subhead: JAPANESE DRIVE STOPPED xyxy=(582,1085,672,1093)
headline-aeroplane-device: AEROPLANE DEVICE xyxy=(978,1022,1108,1060)
dateline: NEW YORK, August 26. xyxy=(43,367,110,375)
column-new-aircraft xyxy=(298,32,422,1368)
dateline: (Official Wireless.) xyxy=(601,1376,653,1384)
lead-subcolumns xyxy=(426,544,693,1425)
article-body: General Franco accompanied the troops on their entry into Santander. It is claimed that 40,000 loyalists have virtually surrendered. Gijon is the next objective. General Franco's Charge d'Affaires will present his credentials at the Vatican to-morrow. xyxy=(842,149,969,197)
article-body: Foreign visitors to Britain in July, according to figures issued by the Home Office, continue to show an increase over last year, which was itself a record year. Excluding numerous visitors from the Dominions, whose arrivals are not recorded at the ports, and week-end and day excursionists from France and Belgium, there were 88,960 holiday visitors to Britain in July and 18,000 visitors on business, a total of 107,960. This was a total increase of 3089 over July last year. The principal increase was in holiday visitors from the United States, who numbered 29,362, as against 22,324 in July last year. xyxy=(302,1192,417,1311)
headline-observation-scheme: THE OBSERVATION SCHEME xyxy=(842,1032,969,1084)
